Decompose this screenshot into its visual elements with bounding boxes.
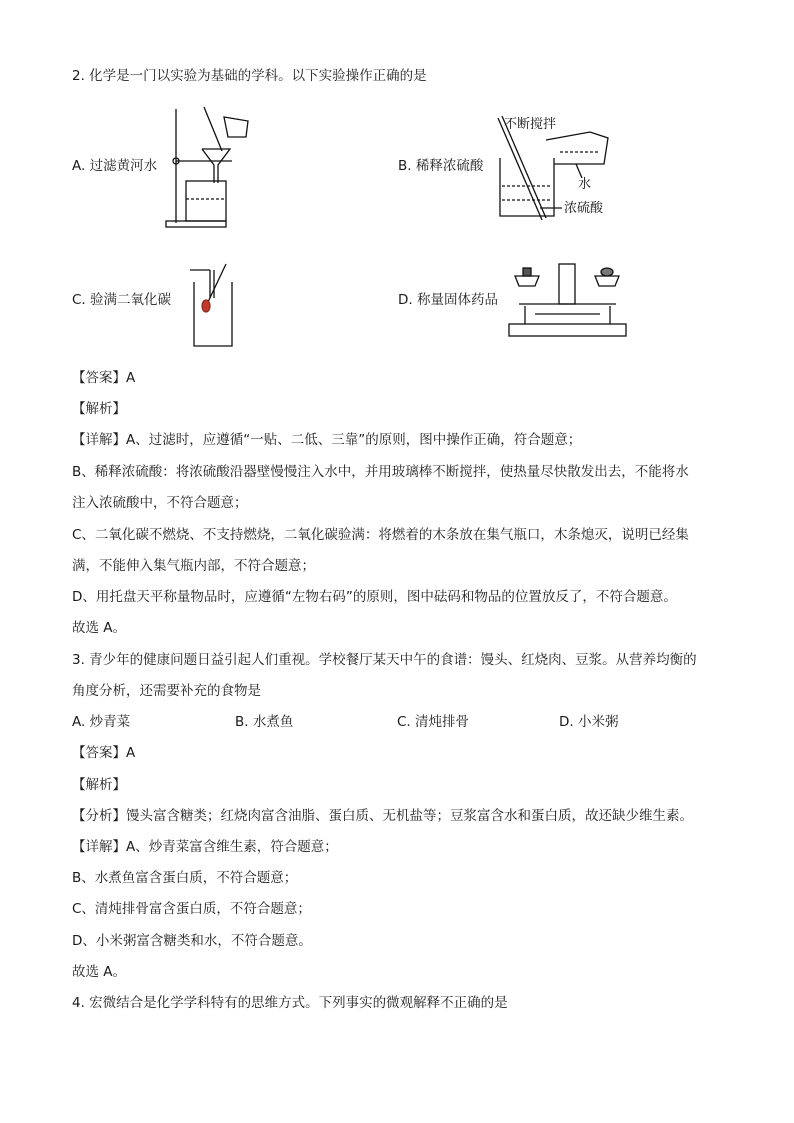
option-2c: C. 验满二氧化碳 bbox=[72, 292, 172, 308]
label-water: 水 bbox=[578, 177, 592, 192]
q2-analysis-title: 【解析】 bbox=[72, 401, 126, 417]
q3-analysis-title: 【解析】 bbox=[72, 777, 126, 793]
question-2-stem: 2. 化学是一门以实验为基础的学科。以下实验操作正确的是 bbox=[72, 68, 427, 84]
option-3a: A. 炒青菜 bbox=[72, 714, 131, 730]
option-3b: B. 水煮鱼 bbox=[235, 714, 294, 730]
option-3d: D. 小米粥 bbox=[559, 714, 619, 730]
option-2d: D. 称量固体药品 bbox=[398, 292, 498, 308]
q2-detail-line: 【详解】A、过滤时，应遵循“一贴、二低、三靠”的原则，图中操作正确，符合题意； bbox=[72, 432, 582, 448]
q3-detail-line: 【分析】馒头富含糖类；红烧肉富含油脂、蛋白质、无机盐等；豆浆富含水和蛋白质，故还缺少维生素。 bbox=[72, 808, 693, 824]
q2-detail-line: C、二氧化碳不燃烧、不支持燃烧，二氧化碳验满：将燃着的木条放在集气瓶口，木条熄灭，说明已经集 bbox=[72, 527, 689, 543]
q3-detail-line: D、小米粥富含糖类和水，不符合题意。 bbox=[72, 933, 312, 949]
q3-detail-line: B、水煮鱼富含蛋白质，不符合题意； bbox=[72, 870, 298, 886]
q2-detail-line: B、稀释浓硫酸：将浓硫酸沿器壁慢慢注入水中，并用玻璃棒不断搅拌，使热量尽快散发出去，不能将水 bbox=[72, 464, 689, 480]
label-acid: 浓硫酸 bbox=[564, 201, 604, 216]
question-3-stem: 3. 青少年的健康问题日益引起人们重视。学校餐厅某天中午的食谱：馒头、红烧肉、豆浆。从营养均衡的 bbox=[72, 652, 697, 668]
option-2b: B. 稀释浓硫酸 bbox=[398, 158, 484, 174]
q3-detail-line: C、清炖排骨富含蛋白质，不符合题意； bbox=[72, 901, 311, 917]
figure-co2-test bbox=[180, 262, 240, 350]
option-2a: A. 过滤黄河水 bbox=[72, 158, 158, 174]
q2-detail-line: 满，不能伸入集气瓶内部，不符合题意； bbox=[72, 558, 315, 574]
figure-filtration bbox=[160, 103, 260, 231]
label-stir: 不断搅拌 bbox=[504, 117, 557, 132]
figure-dilution bbox=[490, 108, 640, 228]
q2-answer: 【答案】A bbox=[72, 370, 136, 386]
option-3c: C. 清炖排骨 bbox=[397, 714, 470, 730]
q2-detail-line: D、用托盘天平称量物品时，应遵循“左物右码”的原则，图中砝码和物品的位置放反了，不符合题意。 bbox=[72, 589, 677, 605]
q2-conclusion: 故选 A。 bbox=[72, 620, 127, 636]
q3-detail-line: 【详解】A、炒青菜富含维生素，符合题意； bbox=[72, 839, 338, 855]
q3-answer: 【答案】A bbox=[72, 745, 136, 761]
question-4-stem: 4. 宏微结合是化学学科特有的思维方式。下列事实的微观解释不正确的是 bbox=[72, 995, 508, 1011]
q3-conclusion: 故选 A。 bbox=[72, 964, 127, 980]
question-3-stem-cont: 角度分析，还需要补充的食物是 bbox=[72, 683, 261, 699]
figure-balance bbox=[505, 258, 630, 340]
q2-detail-line: 注入浓硫酸中，不符合题意； bbox=[72, 495, 248, 511]
